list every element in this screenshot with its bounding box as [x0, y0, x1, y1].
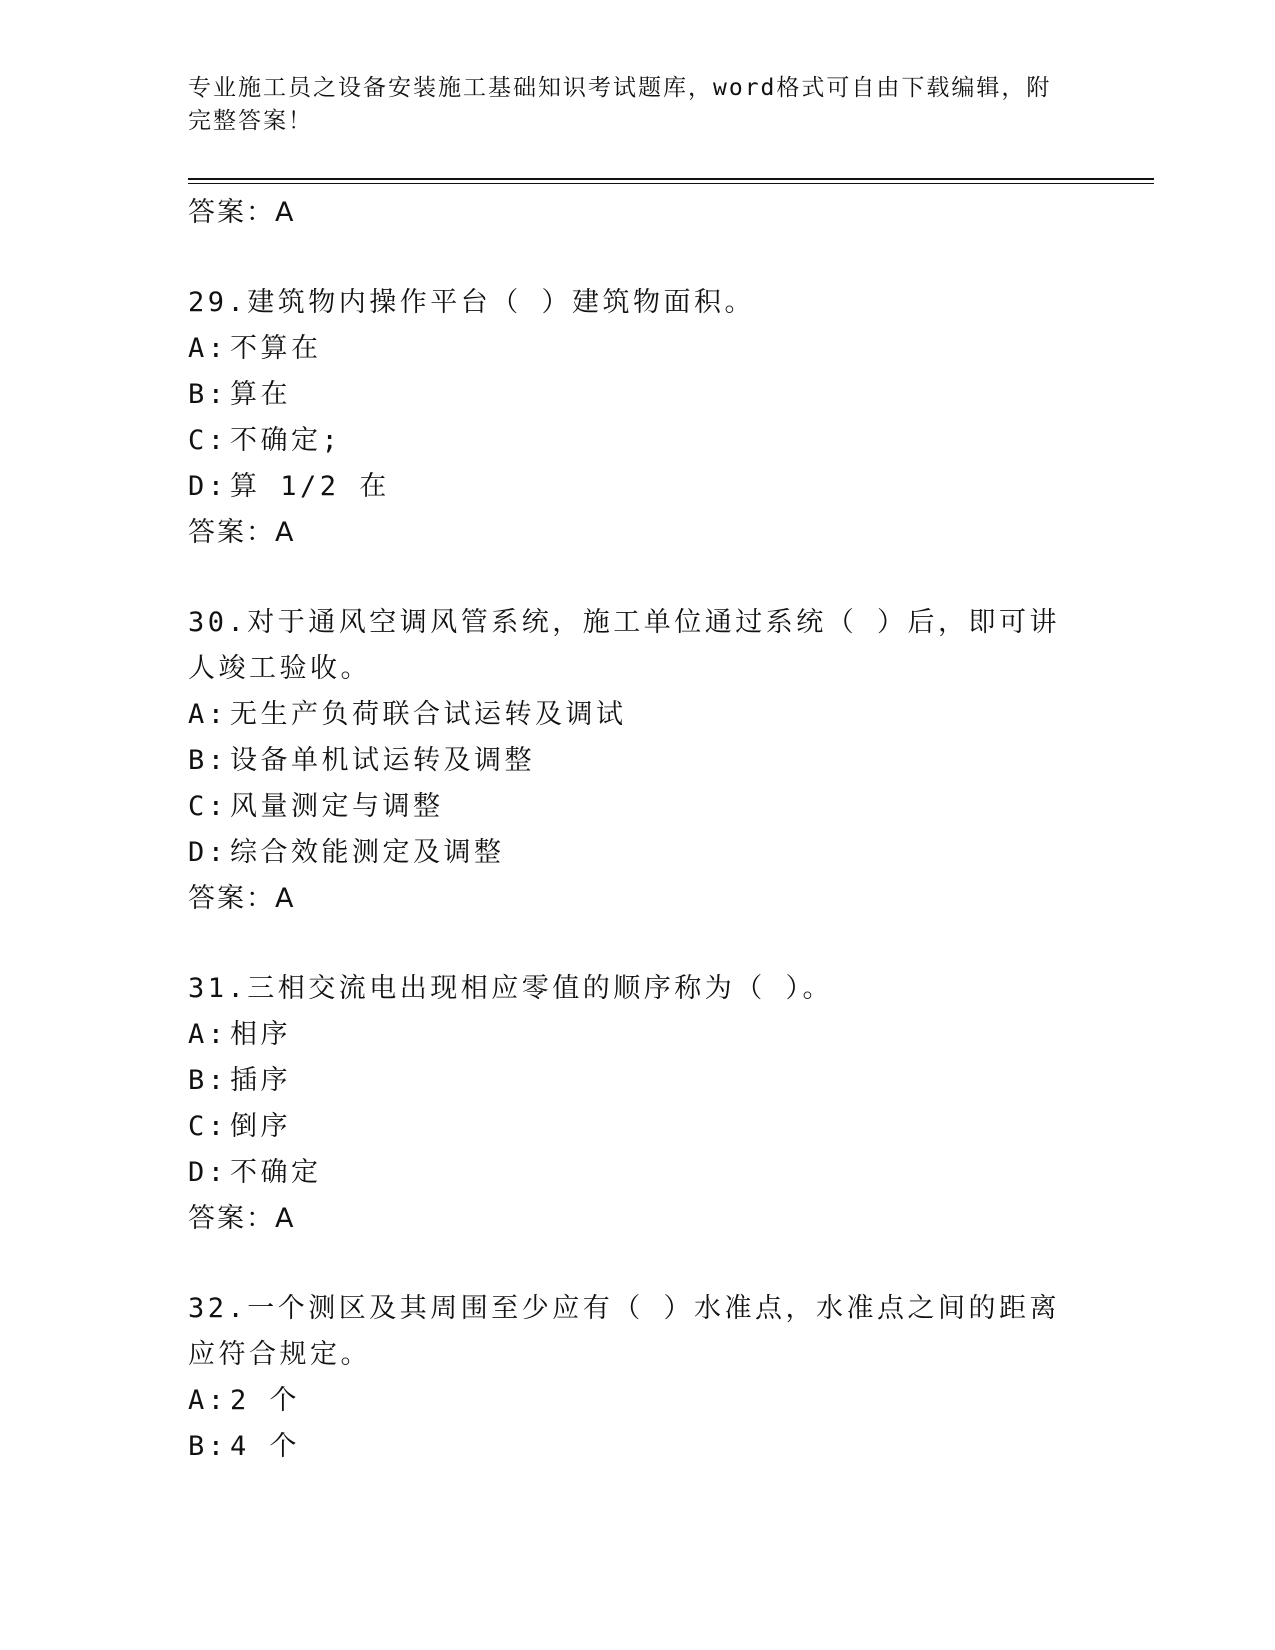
option-text: 2 个	[230, 1385, 301, 1416]
option-b	[188, 372, 1068, 418]
option-letter: B:	[188, 379, 228, 410]
option-text: 无生产负荷联合试运转及调试	[230, 699, 627, 730]
option-text: 综合效能测定及调整	[230, 837, 505, 868]
question-stem: 30.对于通风空调风管系统，施工单位通过系统（ ）后，即可讲人竣工验收。	[188, 607, 1061, 684]
option-letter: D:	[188, 837, 228, 868]
option-b	[188, 1424, 1068, 1470]
option-b	[188, 1058, 1068, 1104]
option-d	[188, 1150, 1068, 1196]
option-c	[188, 418, 1068, 464]
option-a	[188, 326, 1068, 372]
option-a	[188, 1378, 1068, 1424]
option-a	[188, 692, 1068, 738]
question-32	[188, 1286, 1068, 1470]
option-letter: C:	[188, 425, 228, 456]
answer-line: 答案：A	[188, 197, 296, 228]
option-text: 不算在	[230, 333, 322, 364]
question-29	[188, 280, 1068, 556]
answer-line: 答案：A	[188, 883, 296, 914]
option-letter: D:	[188, 1157, 228, 1188]
option-text: 算 1/2 在	[230, 471, 390, 502]
option-text: 风量测定与调整	[230, 791, 444, 822]
answer-line: 答案：A	[188, 1203, 296, 1234]
option-letter: A:	[188, 1019, 228, 1050]
option-letter: B:	[188, 1431, 228, 1462]
option-letter: C:	[188, 1111, 228, 1142]
question-stem: 29.建筑物内操作平台（ ）建筑物面积。	[188, 287, 756, 318]
option-letter: D:	[188, 471, 228, 502]
option-d	[188, 830, 1068, 876]
option-b	[188, 738, 1068, 784]
option-letter: B:	[188, 1065, 228, 1096]
header-divider-thick	[188, 178, 1154, 180]
option-text: 不确定	[230, 1157, 322, 1188]
option-letter: A:	[188, 1385, 228, 1416]
option-letter: B:	[188, 745, 228, 776]
option-text: 不确定;	[230, 425, 342, 456]
option-c	[188, 1104, 1068, 1150]
option-letter: A:	[188, 699, 228, 730]
option-text: 相序	[230, 1019, 291, 1050]
question-list	[188, 190, 1068, 1470]
option-d	[188, 464, 1068, 510]
option-letter: A:	[188, 333, 228, 364]
option-letter: C:	[188, 791, 228, 822]
question-31	[188, 966, 1068, 1242]
question-30	[188, 600, 1068, 922]
option-text: 设备单机试运转及调整	[230, 745, 535, 776]
option-text: 倒序	[230, 1111, 291, 1142]
header-divider-thin	[188, 183, 1154, 184]
option-text: 4 个	[230, 1431, 301, 1462]
option-a	[188, 1012, 1068, 1058]
question-stem: 31.三相交流电出现相应零值的顺序称为（ ）。	[188, 973, 834, 1004]
option-text: 插序	[230, 1065, 291, 1096]
option-c	[188, 784, 1068, 830]
option-text: 算在	[230, 379, 291, 410]
answer-line: 答案：A	[188, 517, 296, 548]
document-header: 专业施工员之设备安装施工基础知识考试题库，word格式可自由下载编辑，附完整答案！	[188, 75, 1052, 134]
question-stem: 32.一个测区及其周围至少应有（ ）水准点，水准点之间的距离应符合规定。	[188, 1293, 1061, 1370]
